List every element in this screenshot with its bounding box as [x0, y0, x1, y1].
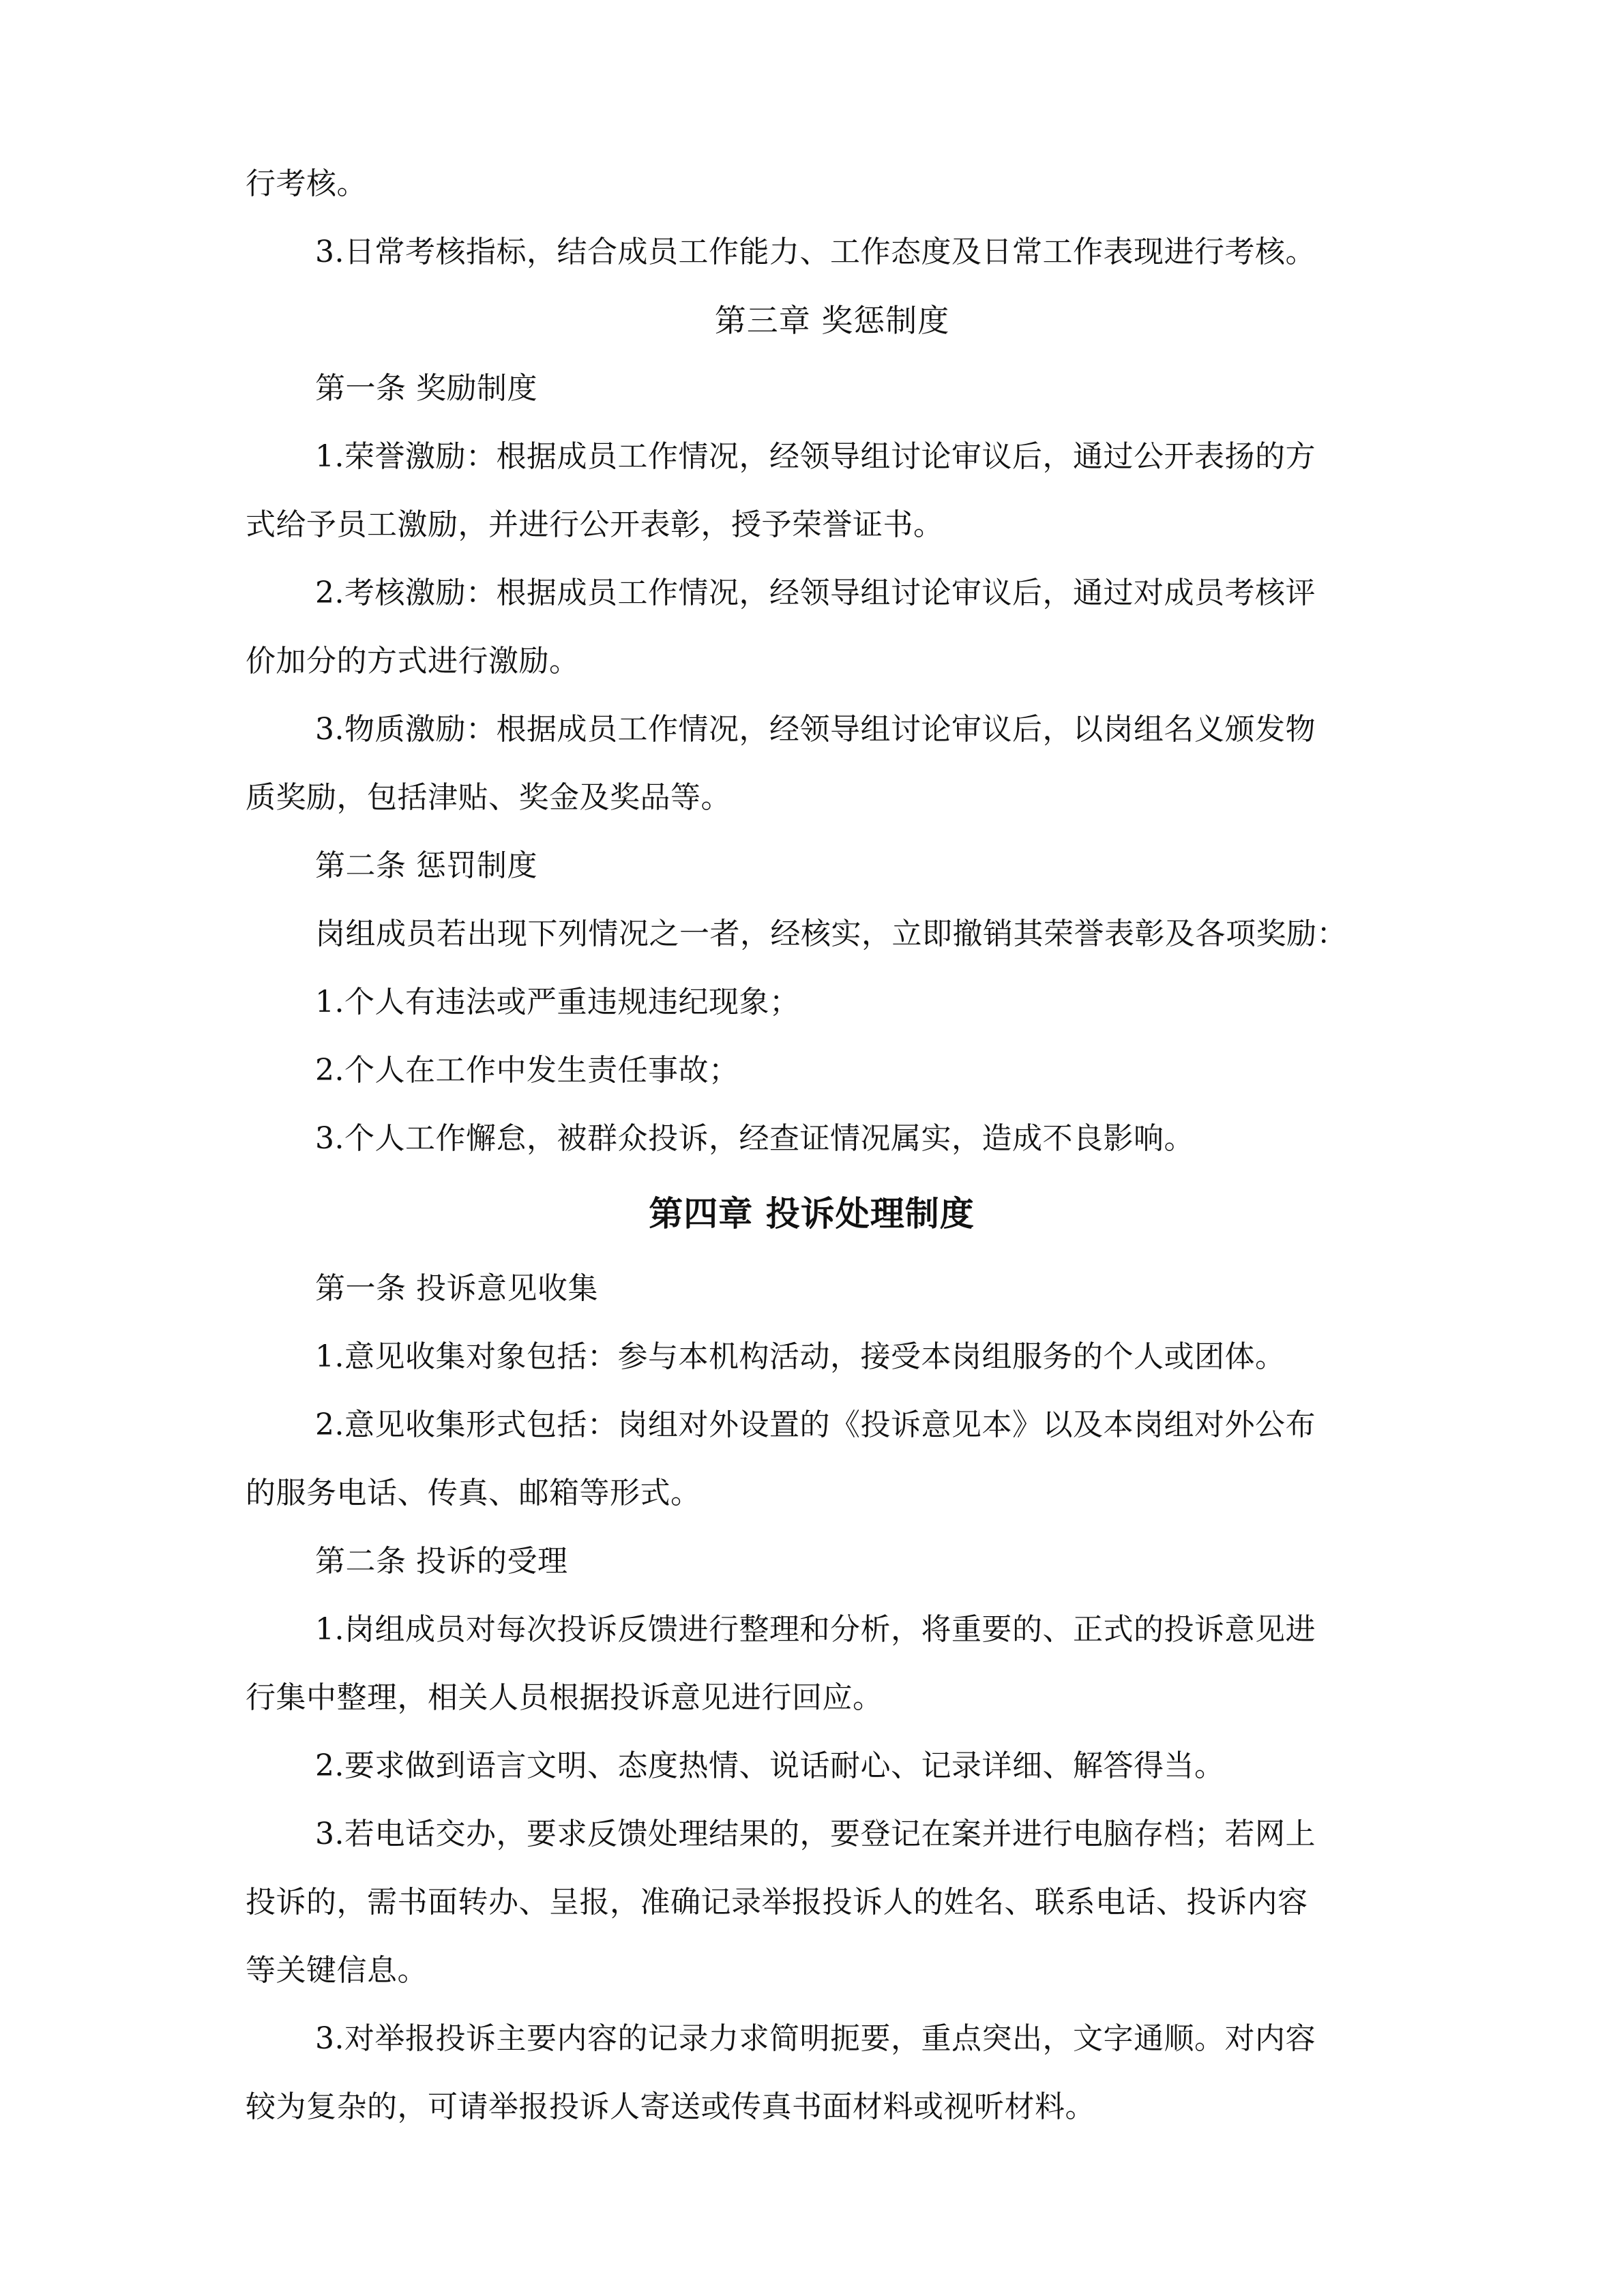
paragraph-line: 价加分的方式进行激励。 — [246, 644, 580, 679]
paragraph-line: 3.若电话交办，要求反馈处理结果的，要登记在案并进行电脑存档；若网上 — [315, 1817, 1316, 1851]
paragraph-line: 的服务电话、传真、邮箱等形式。 — [246, 1476, 701, 1510]
paragraph-line: 行集中整理，相关人员根据投诉意见进行回应。 — [246, 1680, 883, 1715]
paragraph-line: 3.物质激励：根据成员工作情况，经领导组讨论审议后，以岗组名义颁发物 — [315, 712, 1316, 747]
article-title: 第一条 投诉意见收集 — [315, 1271, 598, 1306]
paragraph-line: 2.意见收集形式包括：岗组对外设置的《投诉意见本》以及本岗组对外公布 — [315, 1407, 1316, 1442]
paragraph-line: 质奖励，包括津贴、奖金及奖品等。 — [246, 780, 731, 815]
article-title: 第二条 投诉的受理 — [315, 1544, 568, 1579]
list-item: 3.个人工作懈怠，被群众投诉，经查证情况属实，造成不良影响。 — [315, 1121, 1194, 1156]
paragraph-line: 岗组成员若出现下列情况之一者，经核实，立即撤销其荣誉表彰及各项奖励： — [315, 916, 1347, 951]
paragraph-line: 等关键信息。 — [246, 1953, 428, 1988]
list-item: 2.要求做到语言文明、态度热情、说话耐心、记录详细、解答得当。 — [315, 1748, 1225, 1783]
chapter-4-title: 第四章 投诉处理制度 — [649, 1194, 975, 1234]
paragraph-line: 3.日常考核指标，结合成员工作能力、工作态度及日常工作表现进行考核。 — [315, 235, 1316, 269]
article-title: 第二条 惩罚制度 — [315, 848, 537, 883]
document-page — [246, 150, 1378, 2141]
list-item: 1.个人有违法或严重违规违纪现象； — [315, 985, 800, 1019]
paragraph-line: 行考核。 — [246, 166, 367, 201]
paragraph-line: 1.荣誉激励：根据成员工作情况，经领导组讨论审议后，通过公开表扬的方 — [315, 439, 1316, 474]
article-title: 第一条 奖励制度 — [315, 371, 537, 406]
paragraph-line: 3.对举报投诉主要内容的记录力求简明扼要，重点突出，文字通顺。对内容 — [315, 2021, 1316, 2056]
paragraph-line: 投诉的，需书面转办、呈报，准确记录举报投诉人的姓名、联系电话、投诉内容 — [246, 1885, 1308, 1920]
chapter-3-title: 第三章 奖惩制度 — [714, 302, 950, 339]
paragraph-line: 式给予员工激励，并进行公开表彰，授予荣誉证书。 — [246, 507, 944, 542]
list-item: 1.意见收集对象包括：参与本机构活动，接受本岗组服务的个人或团体。 — [315, 1339, 1286, 1374]
paragraph-line: 2.考核激励：根据成员工作情况，经领导组讨论审议后，通过对成员考核评 — [315, 576, 1316, 610]
list-item: 2.个人在工作中发生责任事故； — [315, 1053, 739, 1088]
paragraph-line: 1.岗组成员对每次投诉反馈进行整理和分析，将重要的、正式的投诉意见进 — [315, 1612, 1316, 1647]
paragraph-line: 较为复杂的，可请举报投诉人寄送或传真书面材料或视听材料。 — [246, 2089, 1095, 2124]
